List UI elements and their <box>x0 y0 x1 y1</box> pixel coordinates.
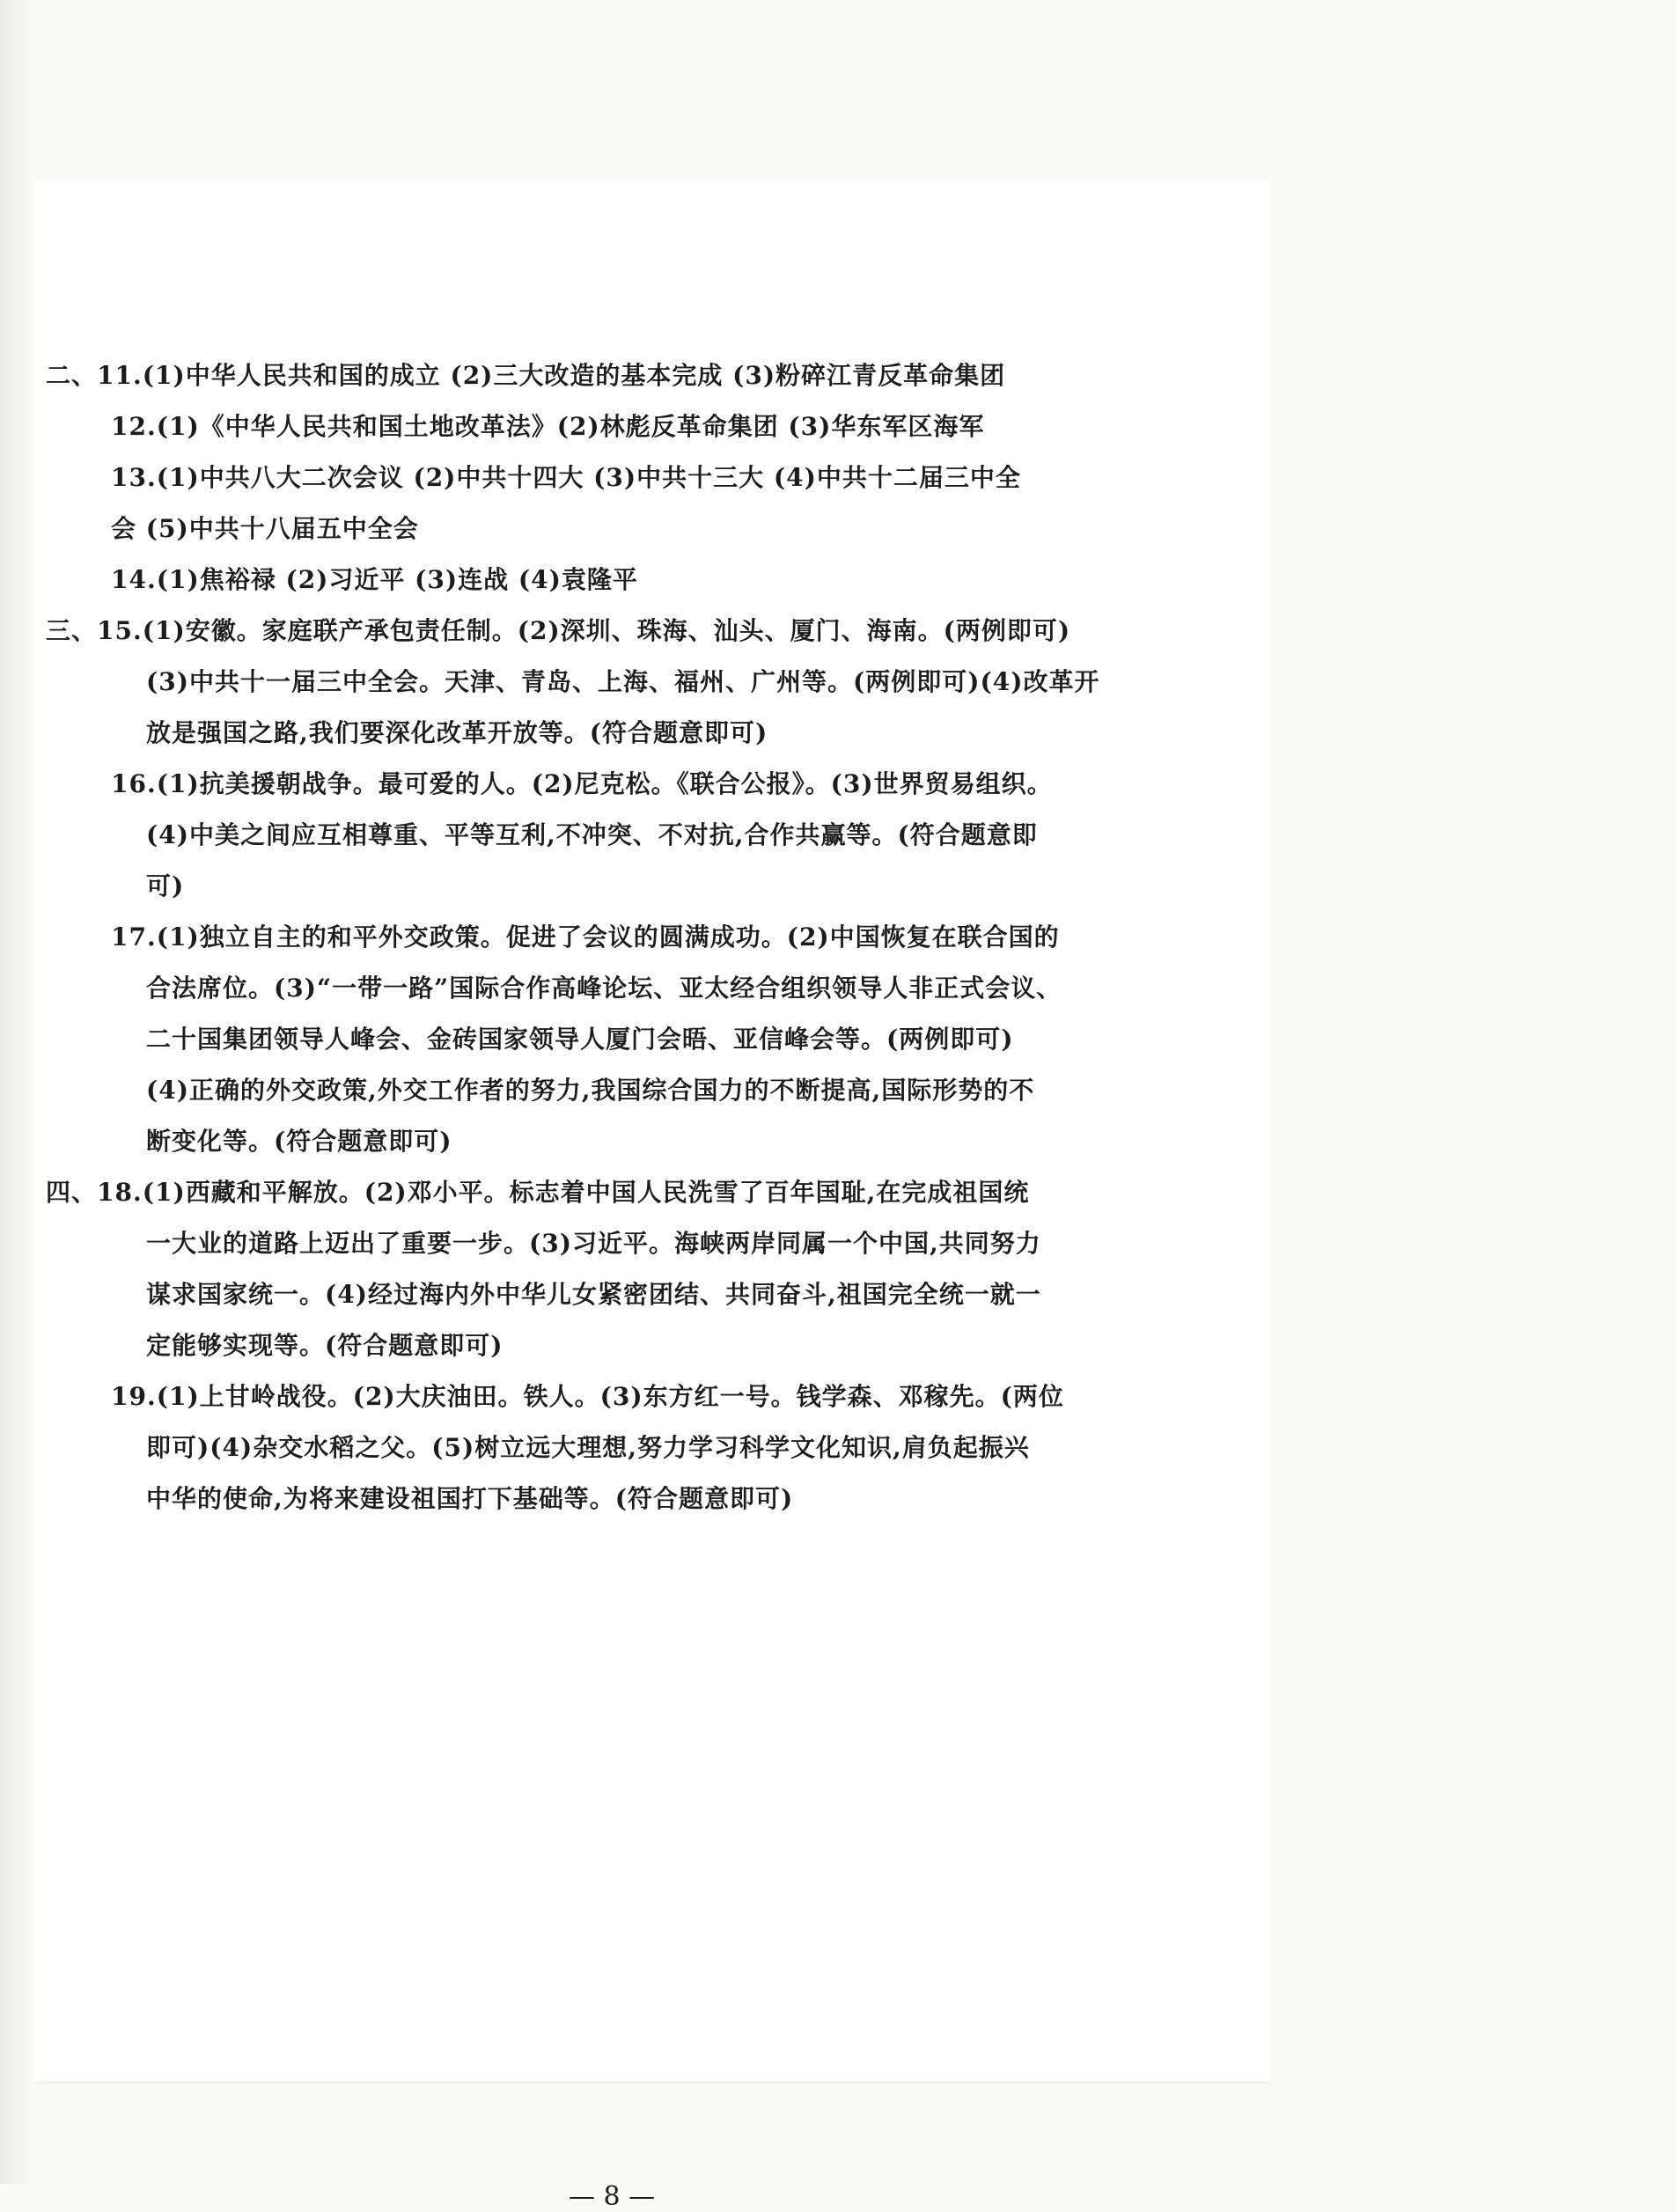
answer-line-q17-cont-3: (4)正确的外交政策,外交工作者的努力,我国综合国力的不断提高,国际形势的不 <box>146 1076 1035 1105</box>
answer-line-q18-cont-3: 定能够实现等。(符合题意即可) <box>146 1331 504 1360</box>
answer-line-q18-cont-2: 谋求国家统一。(4)经过海内外中华儿女紧密团结、共同奋斗,祖国完全统一就一 <box>146 1280 1041 1309</box>
answer-line-q18: 四、18.(1)西藏和平解放。(2)邓小平。标志着中国人民洗雪了百年国耻,在完成祖国统 <box>46 1178 1030 1207</box>
answer-line-q17-cont-4: 断变化等。(符合题意即可) <box>146 1127 452 1156</box>
answer-line-q14: 14.(1)焦裕禄 (2)习近平 (3)连战 (4)袁隆平 <box>111 565 638 594</box>
answer-line-q17: 17.(1)独立自主的和平外交政策。促进了会议的圆满成功。(2)中国恢复在联合国的 <box>111 922 1060 952</box>
scan-shadow-edge <box>0 0 35 2184</box>
answer-line-q19-cont-1: 即可)(4)杂交水稻之父。(5)树立远大理想,努力学习科学文化知识,肩负起振兴 <box>146 1433 1030 1462</box>
answer-line-q17-cont-1: 合法席位。(3)“一带一路”国际合作高峰论坛、亚太经合组织领导人非正式会议、 <box>146 974 1062 1003</box>
answer-line-q15: 三、15.(1)安徽。家庭联产承包责任制。(2)深圳、珠海、汕头、厦门、海南。(两例即可) <box>46 616 1071 645</box>
answer-line-q19-cont-2: 中华的使命,为将来建设祖国打下基础等。(符合题意即可) <box>146 1484 794 1513</box>
answer-line-q12: 12.(1)《中华人民共和国土地改革法》(2)林彪反革命集团 (3)华东军区海军 <box>111 412 985 441</box>
page-number: — 8 — <box>568 2181 656 2212</box>
answer-line-q17-cont-2: 二十国集团领导人峰会、金砖国家领导人厦门会晤、亚信峰会等。(两例即可) <box>146 1025 1014 1054</box>
answer-line-q16-cont-2: 可) <box>146 871 185 900</box>
answer-line-q16-cont-1: (4)中美之间应互相尊重、平等互利,不冲突、不对抗,合作共赢等。(符合题意即 <box>146 820 1038 849</box>
answer-line-q11: 二、11.(1)中华人民共和国的成立 (2)三大改造的基本完成 (3)粉碎江青反革命集团 <box>46 361 1006 390</box>
answer-line-q15-cont-2: 放是强国之路,我们要深化改革开放等。(符合题意即可) <box>146 718 768 747</box>
answer-line-q15-cont-1: (3)中共十一届三中全会。天津、青岛、上海、福州、广州等。(两例即可)(4)改革开 <box>146 667 1100 696</box>
answer-sheet <box>35 180 1269 2212</box>
answer-line-q19: 19.(1)上甘岭战役。(2)大庆油田。铁人。(3)东方红一号。钱学森、邓稼先。(两位 <box>111 1382 1064 1411</box>
answer-line-q16: 16.(1)抗美援朝战争。最可爱的人。(2)尼克松。《联合公报》。(3)世界贸易组织。 <box>111 769 1053 798</box>
answer-line-q13: 13.(1)中共八大二次会议 (2)中共十四大 (3)中共十三大 (4)中共十二届三中全 <box>111 463 1021 492</box>
answer-line-q13-cont: 会 (5)中共十八届五中全会 <box>111 514 419 543</box>
answer-line-q18-cont-1: 一大业的道路上迈出了重要一步。(3)习近平。海峡两岸同属一个中国,共同努力 <box>146 1229 1041 1258</box>
